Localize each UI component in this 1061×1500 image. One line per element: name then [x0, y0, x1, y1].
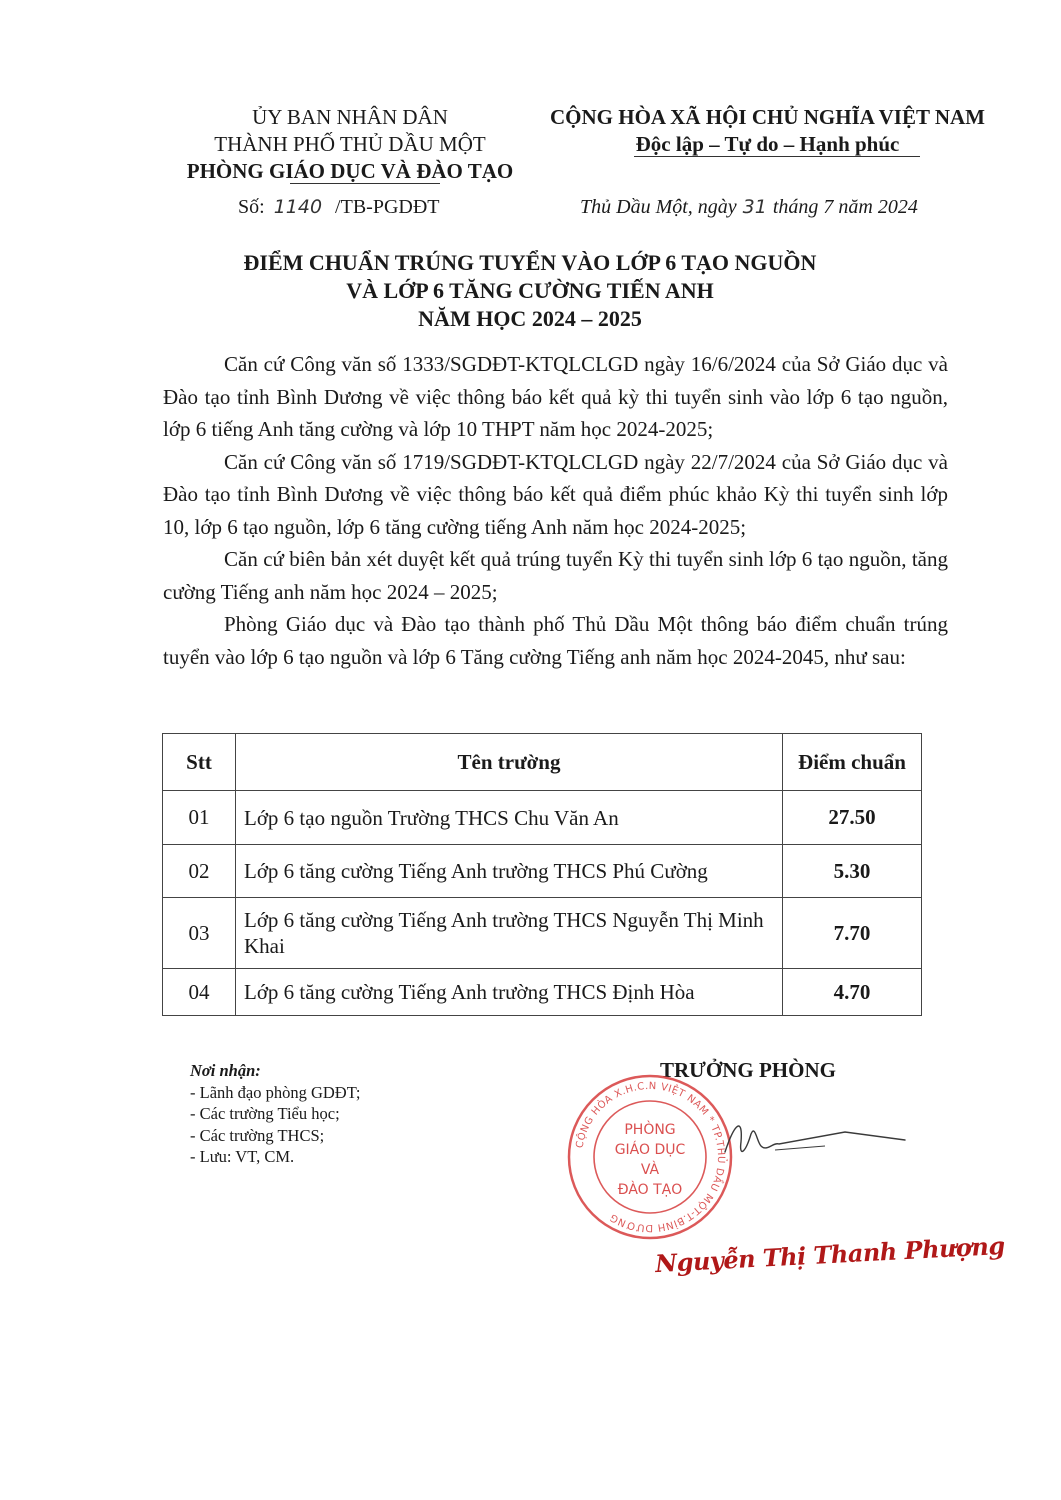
motto: Độc lập – Tự do – Hạnh phúc — [635, 132, 900, 156]
recipient-item: - Lưu: VT, CM. — [190, 1147, 295, 1166]
header-stt: Stt — [163, 734, 236, 791]
paragraph: Căn cứ Công văn số 1333/SGDĐT-KTQLCLGD ngày 16/6/2024 của Sở Giáo dục và Đào tạo tỉnh Bình Dương về việc thông báo kết quả kỳ thi tuyển sinh vào lớp 6 tạo nguồn, lớp 6 tiếng Anh tăng cường và lớp 10 THPT năm học 2024-2025; — [163, 352, 948, 441]
table-row — [163, 791, 922, 845]
motto-underline — [634, 156, 920, 157]
paragraph: Căn cứ biên bản xét duyệt kết quả trúng tuyển Kỳ thi tuyển sinh lớp 6 tạo nguồn, tăng cường Tiếng anh năm học 2024 – 2025; — [163, 547, 948, 604]
title-line-1: ĐIỂM CHUẨN TRÚNG TUYỂN VÀO LỚP 6 TẠO NGUỒN — [243, 250, 817, 275]
signer-name: Nguyễn Thị Thanh Phượng — [654, 1230, 1006, 1279]
authority-underline — [290, 183, 440, 184]
document-number — [238, 196, 440, 219]
document-title — [150, 249, 910, 333]
header-score: Điểm chuẩn — [783, 734, 922, 791]
doc-number-prefix: Số: — [238, 196, 265, 218]
country-name: CỘNG HÒA XÃ HỘI CHỦ NGHĨA VIỆT NAM — [549, 105, 986, 129]
doc-number-suffix: /TB-PGDĐT — [335, 196, 440, 218]
stamp-line: PHÒNG — [624, 1122, 676, 1138]
stamp-line: GIÁO DỤC — [614, 1142, 686, 1158]
recipients-title: Nơi nhận: — [190, 1061, 261, 1080]
paragraph: Phòng Giáo dục và Đào tạo thành phố Thủ Dầu Một thông báo điểm chuẩn trúng tuyển vào lớp 6 tạo nguồn và lớp 6 Tăng cường Tiếng anh năm học 2024-2045, như sau: — [163, 612, 948, 669]
place-and-date — [580, 196, 918, 219]
stamp-ring-text: CỘNG HÒA X.H.C.N VIỆT NAM * TP.THỦ DẦU MỘT-T.BÌNH DƯƠNG — [574, 1080, 727, 1234]
row-stt: 02 — [163, 845, 236, 898]
table-row — [163, 898, 922, 969]
date-after: tháng 7 năm 2024 — [772, 196, 918, 218]
doc-number-handwritten: 1140 — [273, 196, 323, 218]
row-score: 4.70 — [783, 969, 922, 1016]
recipient-item: - Các trường THCS; — [190, 1125, 325, 1145]
table-header-row — [163, 734, 922, 791]
signer-title: TRƯỞNG PHÒNG — [660, 1058, 836, 1082]
row-school: Lớp 6 tăng cường Tiếng Anh trường THCS Nguyễn Thị Minh Khai — [236, 898, 783, 969]
date-day: 31 — [742, 196, 767, 218]
stamp-line: VÀ — [640, 1162, 660, 1178]
date-before: Thủ Dầu Một, ngày — [580, 196, 737, 218]
row-stt: 03 — [163, 898, 236, 969]
recipient-item: - Lãnh đạo phòng GDĐT; — [190, 1082, 361, 1102]
row-score: 5.30 — [783, 845, 922, 898]
title-line-3: NĂM HỌC 2024 – 2025 — [418, 306, 642, 331]
row-school: Lớp 6 tăng cường Tiếng Anh trường THCS Định Hòa — [236, 969, 783, 1016]
row-stt: 04 — [163, 969, 236, 1016]
authority-line-1: ỦY BAN NHÂN DÂN — [252, 105, 448, 129]
document-body — [163, 348, 948, 673]
score-table — [162, 733, 922, 1016]
row-stt: 01 — [163, 791, 236, 845]
row-score: 7.70 — [783, 898, 922, 969]
authority-line-2: THÀNH PHỐ THỦ DẦU MỘT — [214, 132, 486, 156]
paragraph: Căn cứ Công văn số 1719/SGDĐT-KTQLCLGD ngày 22/7/2024 của Sở Giáo dục và Đào tạo tỉnh Bình Dương về việc thông báo kết quả điểm phúc khảo Kỳ thi tuyển sinh lớp 10, lớp 6 tạo nguồn, lớp 6 tăng cường tiếng Anh năm học 2024-2025; — [163, 449, 948, 539]
stamp-line: ĐÀO TẠO — [617, 1182, 683, 1198]
title-line-2: VÀ LỚP 6 TĂNG CƯỜNG TIẾN ANH — [346, 278, 714, 303]
row-school: Lớp 6 tăng cường Tiếng Anh trường THCS Phú Cường — [236, 845, 783, 898]
header-school: Tên trường — [236, 734, 783, 791]
official-stamp-icon — [565, 1072, 735, 1242]
handwritten-signature-icon — [715, 1112, 915, 1172]
issuing-authority — [160, 104, 540, 185]
recipients-list — [190, 1060, 360, 1168]
table-row — [163, 969, 922, 1016]
row-score: 27.50 — [783, 791, 922, 845]
table-row — [163, 845, 922, 898]
authority-department: PHÒNG GIÁO DỤC VÀ ĐÀO TẠO — [186, 159, 514, 183]
row-school: Lớp 6 tạo nguồn Trường THCS Chu Văn An — [236, 791, 783, 845]
national-motto — [535, 104, 1000, 158]
recipient-item: - Các trường Tiểu học; — [190, 1104, 340, 1123]
